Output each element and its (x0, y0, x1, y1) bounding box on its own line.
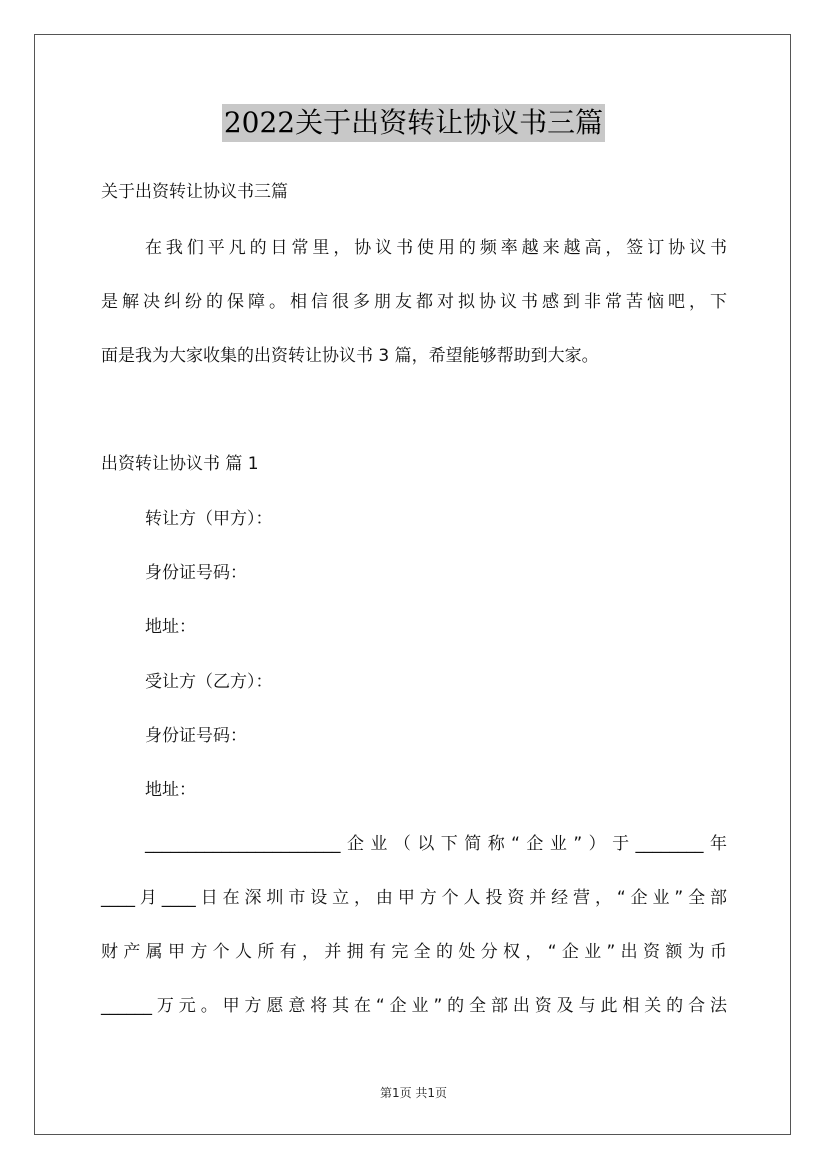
paragraph-line: ____月____日在深圳市设立，由甲方个人投资并经营，“企业”全部 (101, 888, 727, 908)
paragraph-line: ______万元。甲方愿意将其在“企业”的全部出资及与此相关的合法 (101, 996, 727, 1016)
section-heading: 出资转让协议书 篇 1 (101, 454, 259, 474)
paragraph-line: 面是我为大家收集的出资转让协议书 3 篇，希望能够帮助到大家。 (101, 346, 599, 366)
field-line: 地址： (145, 617, 196, 637)
paragraph-line: 财产属甲方个人所有，并拥有完全的处分权，“企业”出资额为币 (101, 942, 727, 962)
subtitle-line: 关于出资转让协议书三篇 (101, 182, 288, 202)
paragraph-line: _______________________企业（以下简称“企业”）于________年 (145, 834, 727, 854)
document-title: 2022关于出资转让协议书三篇 (222, 104, 605, 142)
field-line: 地址： (145, 780, 196, 800)
field-line: 身份证号码： (145, 563, 247, 583)
paragraph-line: 在我们平凡的日常里，协议书使用的频率越来越高，签订协议书 (145, 238, 727, 258)
title-container (0, 104, 827, 142)
field-line: 身份证号码： (145, 726, 247, 746)
field-line: 受让方（乙方）： (145, 672, 273, 692)
page-footer: 第1页 共1页 (379, 1086, 448, 1100)
paragraph-line: 是解决纠纷的保障。相信很多朋友都对拟协议书感到非常苦恼吧，下 (101, 292, 727, 312)
field-line: 转让方（甲方）： (145, 509, 273, 529)
